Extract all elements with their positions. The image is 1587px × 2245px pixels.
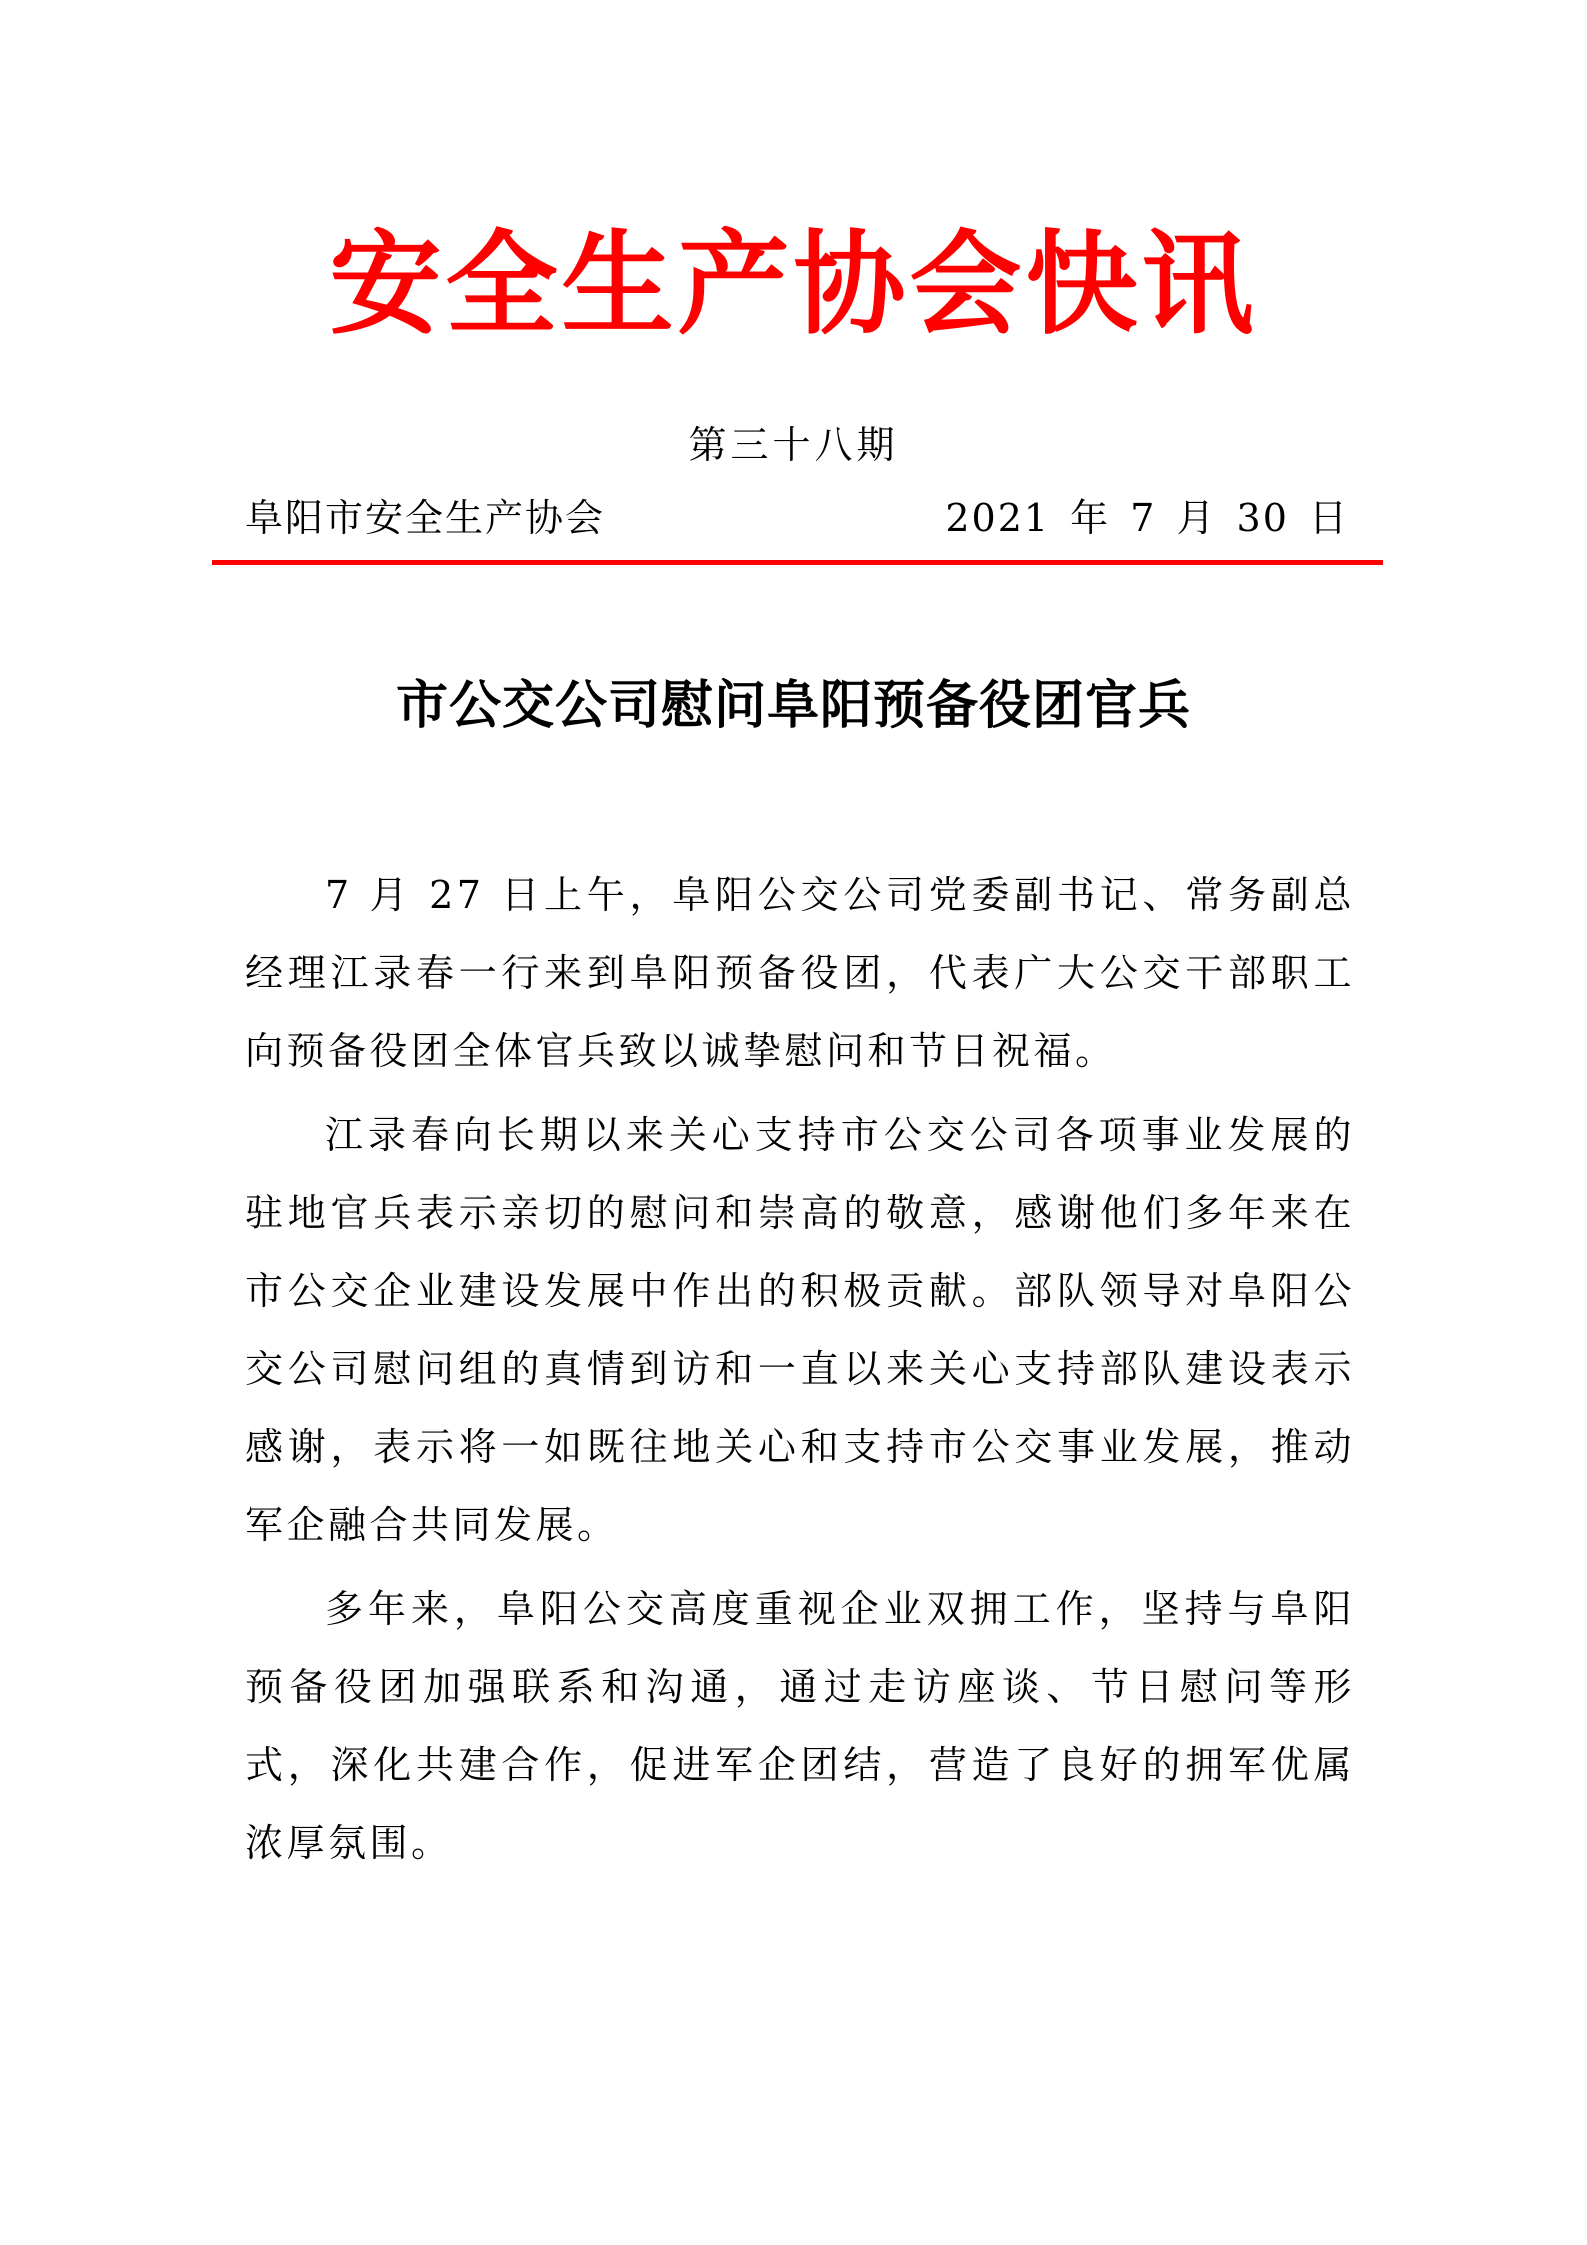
masthead-title: 安全生产协会快讯 xyxy=(329,220,1258,350)
article-paragraph: 多年来，阜阳公交高度重视企业双拥工作，坚持与阜阳预备役团加强联系和沟通，通过走访座谈、节日慰问等形式，深化共建合作，促进军企团结，营造了良好的拥军优属浓厚氛围。 xyxy=(245,1587,1355,1865)
article-title: 市公交公司慰问阜阳预备役团官兵 xyxy=(395,675,1191,736)
article-paragraph: 7 月 27 日上午，阜阳公交公司党委副书记、常务副总经理江录春一行来到阜阳预备役团，代表广大公交干部职工向预备役团全体官兵致以诚挚慰问和节日祝福。 xyxy=(245,873,1355,1073)
issue-number: 第三十八期 xyxy=(688,423,899,467)
publish-date: 2021 年 7 月 30 日 xyxy=(945,496,1349,540)
red-divider-line xyxy=(212,560,1383,565)
article-paragraph: 江录春向长期以来关心支持市公交公司各项事业发展的驻地官兵表示亲切的慰问和崇高的敬意，感谢他们多年来在市公交企业建设发展中作出的积极贡献。部队领导对阜阳公交公司慰问组的真情到访和一直以来关心支持部队建设表示感谢，表示将一如既往地关心和支持市公交事业发展，推动军企融合共同发展。 xyxy=(245,1113,1355,1547)
article-body xyxy=(245,856,1355,1888)
publisher-organization: 阜阳市安全生产协会 xyxy=(245,496,606,540)
